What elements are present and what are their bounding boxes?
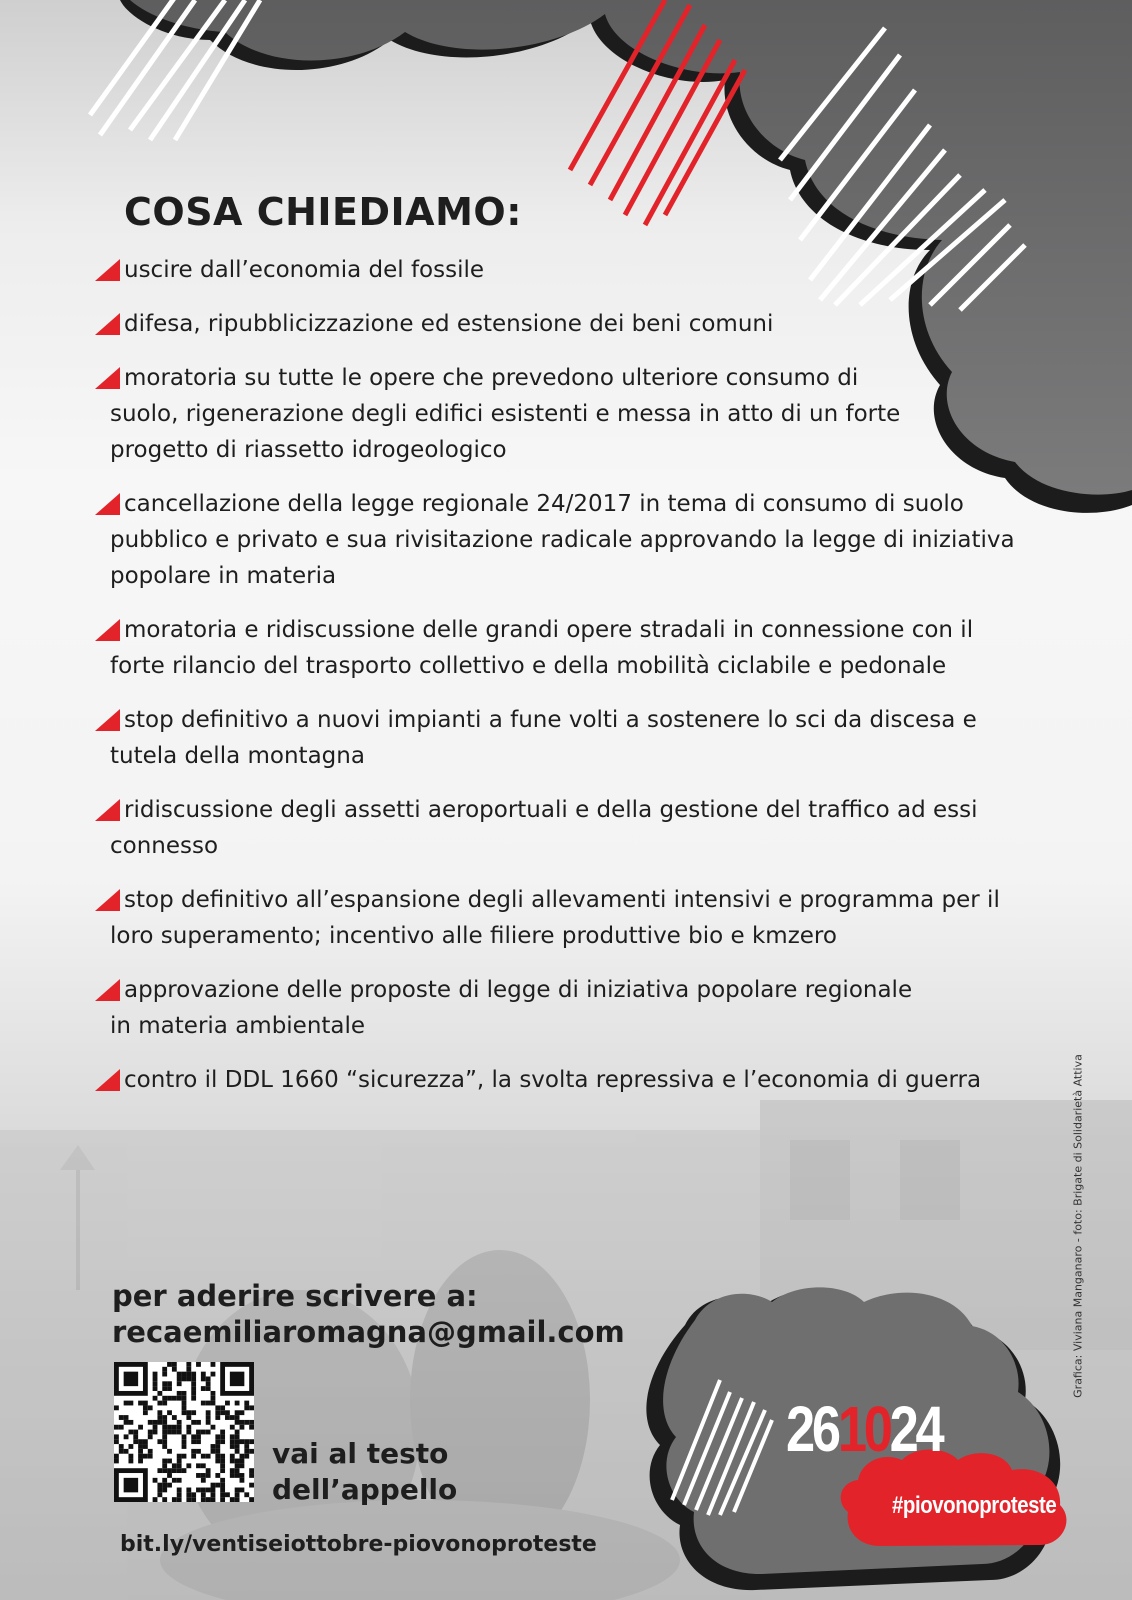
red-triangle-bullet-icon [95,367,120,389]
list-item: moratoria su tutte le opere che prevedono ulteriore consumo di suolo, rigenerazione degli edifici esistenti e messa in atto di un forte progetto di riassetto idrogeologico [95,360,910,468]
red-triangle-bullet-icon [95,259,120,281]
list-item: stop definitivo all’espansione degli allevamenti intensivi e programma per il loro superamento; incentivo alle filiere produttive bio e kmzero [95,882,1010,954]
qr-code-graphic [114,1362,254,1502]
list-item: approvazione delle proposte di legge di iniziativa popolare regionale in materia ambientale [95,972,930,1044]
join-section [112,1278,625,1350]
join-email-link[interactable]: recaemiliaromagna@gmail.com [112,1315,625,1349]
date-year: 24 [889,1393,942,1465]
red-triangle-bullet-icon [95,709,120,731]
appeal-line-1: vai al testo [272,1437,449,1470]
demands-list [95,252,1025,1098]
red-triangle-bullet-icon [95,979,120,1001]
qr-code-icon[interactable] [114,1362,254,1502]
list-item: cancellazione della legge regionale 24/2017 in tema di consumo di suolo pubblico e privato e sua rivisitazione radicale approvando la legge di iniziativa popolare in materia [95,486,1025,594]
appeal-line-2: dell’appello [272,1473,458,1506]
red-triangle-bullet-icon [95,889,120,911]
red-triangle-bullet-icon [95,493,120,515]
red-triangle-bullet-icon [95,1069,120,1091]
event-date [786,1392,941,1466]
hashtag: #piovonoproteste [892,1492,1057,1519]
red-triangle-bullet-icon [95,619,120,641]
credits-text: Grafica: Viviana Manganaro - foto: Brigate di Solidarietà Attiva [1071,1054,1085,1398]
list-item: contro il DDL 1660 “sicurezza”, la svolta repressiva e l’economia di guerra [95,1062,1020,1098]
red-triangle-bullet-icon [95,313,120,335]
list-item: stop definitivo a nuovi impianti a fune volti a sostenere lo sci da discesa e tutela della montagna [95,702,990,774]
red-triangle-bullet-icon [95,799,120,821]
list-item: difesa, ripubblicizzazione ed estensione dei beni comuni [95,306,1025,342]
list-item: ridiscussione degli assetti aeroportuali e della gestione del traffico ad essi connesso [95,792,1020,864]
list-item: moratoria e ridiscussione delle grandi opere stradali in connessione con il forte rilancio del trasporto collettivo e della mobilità ciclabile e pedonale [95,612,1025,684]
date-day: 26 [786,1393,838,1465]
appeal-url-link[interactable]: bit.ly/ventiseiottobre-piovonoproteste [120,1532,597,1557]
date-month: 10 [837,1393,890,1465]
list-item: uscire dall’economia del fossile [95,252,1025,288]
appeal-text [272,1436,457,1508]
page-title: COSA CHIEDIAMO: [124,190,522,234]
join-label: per aderire scrivere a: [112,1279,478,1313]
